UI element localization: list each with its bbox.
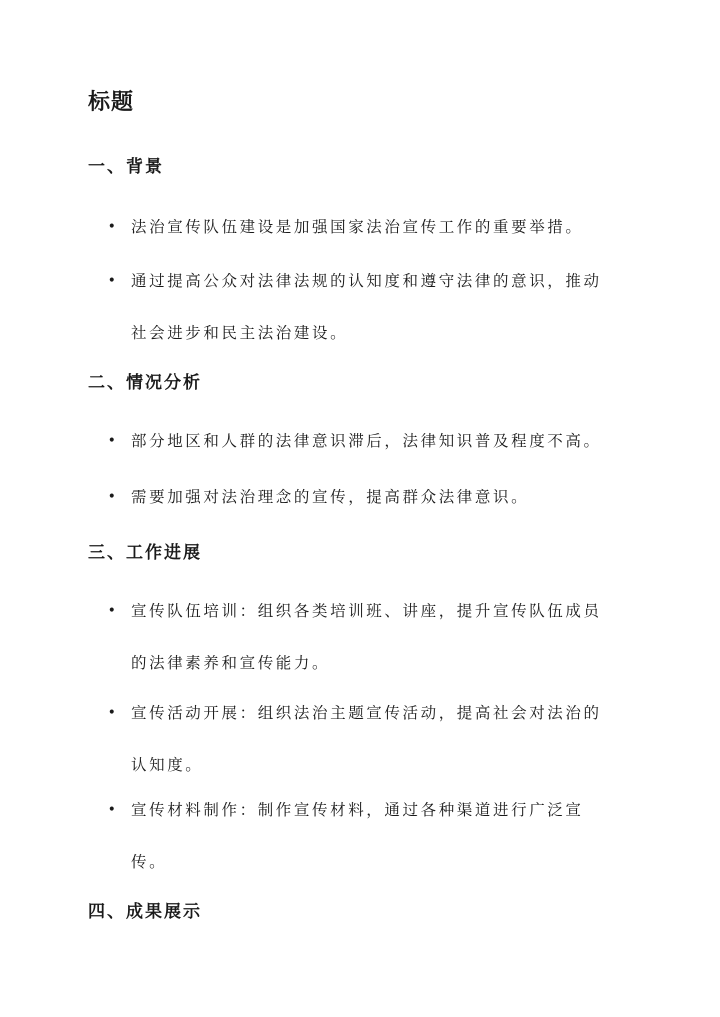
bullet-icon: •	[107, 489, 119, 505]
list-item	[107, 585, 612, 689]
section-heading-progress: 三、工作进展	[88, 543, 202, 563]
list-item-text: 宣传活动开展：组织法治主题宣传活动，提高社会对法治的认知度。	[131, 704, 602, 774]
list-item	[107, 201, 612, 253]
list-item	[107, 471, 612, 523]
list-item-text: 需要加强对法治理念的宣传，提高群众法律意识。	[131, 488, 530, 506]
bullet-icon: •	[107, 433, 119, 449]
section-heading-results: 四、成果展示	[88, 902, 202, 922]
list-item	[107, 687, 612, 791]
bullet-icon: •	[107, 603, 119, 619]
list-item-text: 法治宣传队伍建设是加强国家法治宣传工作的重要举措。	[131, 218, 584, 236]
list-item	[107, 255, 612, 359]
bullet-icon: •	[107, 219, 119, 235]
list-item-text: 宣传队伍培训：组织各类培训班、讲座，提升宣传队伍成员的法律素养和宣传能力。	[131, 602, 602, 672]
bullet-icon: •	[107, 802, 119, 818]
document-title: 标题	[88, 89, 135, 115]
list-item-text: 部分地区和人群的法律意识滞后，法律知识普及程度不高。	[131, 432, 602, 450]
list-item	[107, 415, 612, 467]
list-item	[107, 784, 612, 888]
section-heading-background: 一、背景	[88, 157, 164, 177]
bullet-icon: •	[107, 705, 119, 721]
section-heading-analysis: 二、情况分析	[88, 373, 202, 393]
bullet-icon: •	[107, 273, 119, 289]
list-item-text: 宣传材料制作：制作宣传材料，通过各种渠道进行广泛宣传。	[131, 801, 584, 871]
list-item-text: 通过提高公众对法律法规的认知度和遵守法律的意识，推动社会进步和民主法治建设。	[131, 272, 602, 342]
